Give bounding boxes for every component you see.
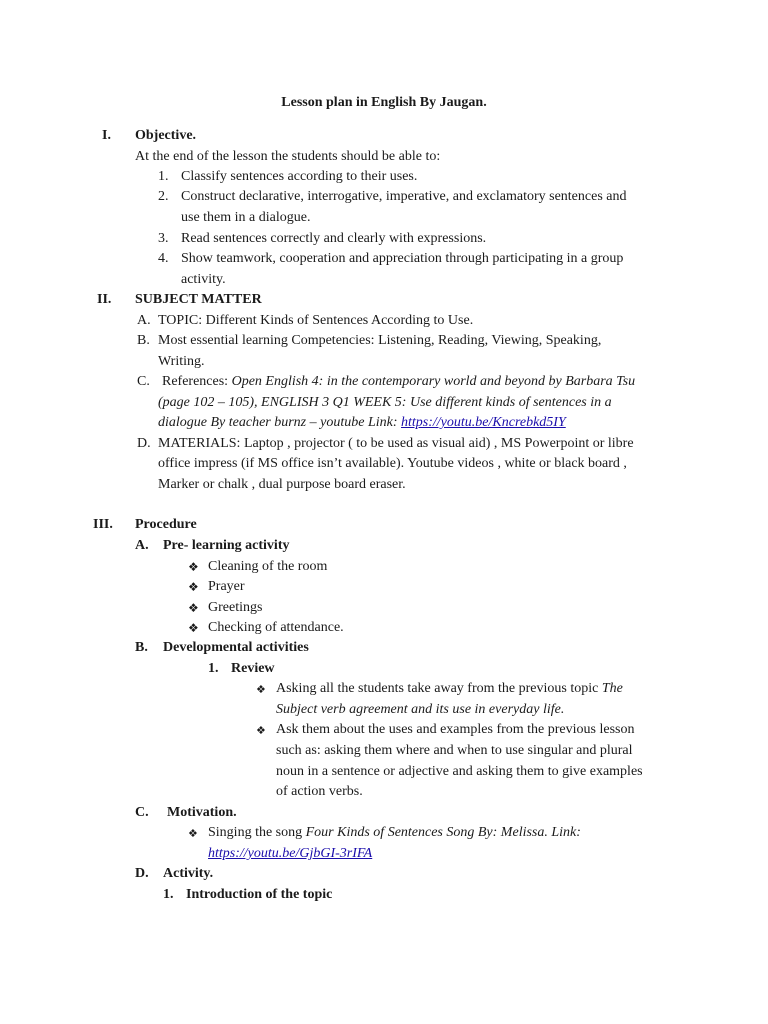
bullet-text: Greetings [208, 600, 263, 615]
developmental-heading: Developmental activities [163, 640, 309, 655]
references-line [162, 375, 635, 389]
hollow-diamond-bullet-icon: ❖ [256, 724, 266, 737]
materials-text: MATERIALS: Laptop , projector ( to be used as visual aid) , MS Powerpoint or libre [158, 436, 634, 451]
competencies-text: Most essential learning Competencies: Listening, Reading, Viewing, Speaking, [158, 333, 602, 348]
objective-number: 3. [158, 231, 169, 246]
section-3-heading: Procedure [135, 517, 197, 532]
references-label: References: [162, 374, 232, 389]
objective-text: Construct declarative, interrogative, imperative, and exclamatory sentences and [181, 189, 627, 204]
motivation-heading: Motivation. [167, 805, 237, 820]
pre-learning-heading: Pre- learning activity [163, 538, 290, 553]
list-letter: D. [137, 436, 151, 451]
objective-number: 4. [158, 251, 169, 266]
review-number: 1. [208, 661, 219, 676]
section-2-heading: SUBJECT MATTER [135, 292, 262, 307]
objective-text: Show teamwork, cooperation and appreciation through participating in a group [181, 251, 624, 266]
objective-intro: At the end of the lesson the students should be able to: [135, 149, 441, 164]
review-point-text: Ask them about the uses and examples from the previous lesson [276, 722, 635, 737]
list-letter: B. [135, 640, 148, 655]
diamond-bullet-icon: ❖ [188, 580, 199, 594]
section-1-number: I. [102, 128, 111, 143]
competencies-text: Writing. [158, 354, 205, 369]
bullet-text: Checking of attendance. [208, 620, 344, 635]
list-letter: D. [135, 866, 149, 881]
hollow-diamond-bullet-icon: ❖ [188, 827, 198, 840]
review-point-text: Asking all the students take away from the previous topic [276, 681, 602, 696]
references-link[interactable]: https://youtu.be/Kncrebkd5IY [401, 415, 566, 430]
activity-heading: Activity. [163, 866, 214, 881]
review-point-text: noun in a sentence or adjective and asking them to give examples [276, 764, 643, 779]
document-title: Lesson plan in English By Jaugan. [281, 95, 487, 110]
references-text: Open English 4: in the contemporary world and beyond by Barbara Tsu [231, 374, 636, 389]
objective-number: 2. [158, 189, 169, 204]
review-point [276, 682, 623, 696]
activity-sub-number: 1. [163, 887, 174, 902]
activity-sub-heading: Introduction of the topic [186, 887, 333, 902]
objective-text: Read sentences correctly and clearly with expressions. [181, 231, 487, 246]
diamond-bullet-icon: ❖ [188, 601, 199, 615]
objective-text: activity. [181, 272, 226, 287]
list-letter: C. [135, 805, 149, 820]
references-line [158, 416, 566, 430]
review-point-text: such as: asking them where and when to use singular and plural [276, 743, 633, 758]
motivation-text [208, 826, 581, 840]
review-heading: Review [231, 661, 275, 676]
motivation-plain: Singing the song [208, 825, 306, 840]
review-point-emphasis: Subject verb agreement and its use in everyday life. [276, 702, 565, 717]
diamond-bullet-icon: ❖ [188, 621, 199, 635]
review-point-emphasis: The [601, 681, 623, 696]
section-3-number: III. [93, 517, 113, 532]
materials-text: office impress (if MS office isn’t available). Youtube videos , white or black board , [158, 456, 627, 471]
bullet-text: Prayer [208, 579, 245, 594]
list-letter: B. [137, 333, 150, 348]
section-1-heading: Objective. [135, 128, 197, 143]
materials-text: Marker or chalk , dual purpose board eraser. [158, 477, 406, 492]
section-2-number: II. [97, 292, 112, 307]
references-text: (page 102 – 105), ENGLISH 3 Q1 WEEK 5: Use different kinds of sentences in a [158, 395, 612, 410]
references-text: dialogue By teacher burnz – youtube Link: [158, 415, 402, 430]
objective-text: Classify sentences according to their uses. [181, 169, 418, 184]
list-letter: A. [135, 538, 149, 553]
bullet-text: Cleaning of the room [208, 559, 328, 574]
motivation-song: Four Kinds of Sentences Song By: Melissa. Link: [305, 825, 581, 840]
objective-text: use them in a dialogue. [181, 210, 311, 225]
hollow-diamond-bullet-icon: ❖ [256, 683, 266, 696]
list-letter: C. [137, 374, 150, 389]
list-letter: A. [137, 313, 151, 328]
topic-text: TOPIC: Different Kinds of Sentences According to Use. [158, 313, 474, 328]
objective-number: 1. [158, 169, 169, 184]
motivation-link[interactable]: https://youtu.be/GjbGI-3rIFA [208, 846, 373, 861]
diamond-bullet-icon: ❖ [188, 560, 199, 574]
review-point-text: of action verbs. [276, 784, 363, 799]
